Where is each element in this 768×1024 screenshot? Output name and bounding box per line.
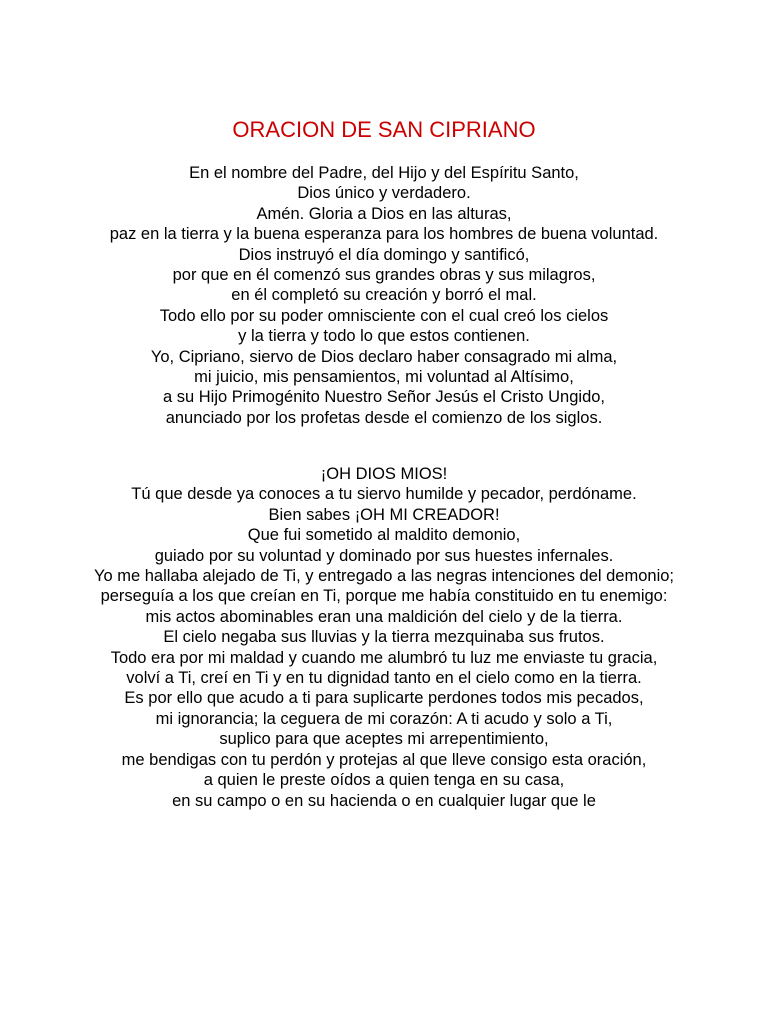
prayer-stanza-1: [60, 163, 708, 428]
text-line: Dios único y verdadero.: [297, 184, 471, 203]
text-line: Tú que desde ya conoces a tu siervo humilde y pecador, perdóname.: [131, 485, 637, 504]
text-line: guiado por su voluntad y dominado por sus huestes infernales.: [154, 546, 614, 565]
text-line: Yo, Cipriano, siervo de Dios declaro haber consagrado mi alma,: [150, 347, 618, 366]
text-line: por que en él comenzó sus grandes obras y sus milagros,: [172, 266, 596, 285]
document-title: ORACION DE SAN CIPRIANO: [232, 117, 536, 142]
text-line: Bien sabes ¡OH MI CREADOR!: [268, 505, 500, 524]
text-line: ¡OH DIOS MIOS!: [320, 465, 448, 483]
text-line: a su Hijo Primogénito Nuestro Señor Jesús el Cristo Ungido,: [162, 388, 606, 407]
text-line: El cielo negaba sus lluvias y la tierra mezquinaba sus frutos.: [163, 628, 605, 647]
text-line: Dios instruyó el día domingo y santificó,: [238, 245, 530, 264]
text-line: Que fui sometido al maldito demonio,: [247, 526, 521, 545]
text-line: mis actos abominables eran una maldición del cielo y de la tierra.: [145, 607, 623, 626]
text-line: mi ignorancia; la ceguera de mi corazón: A ti acudo y solo a Ti,: [155, 709, 613, 728]
text-line: me bendigas con tu perdón y protejas al que lleve consigo esta oración,: [121, 750, 647, 769]
text-line: y la tierra y todo lo que estos contienen.: [238, 327, 530, 346]
text-line: en él completó su creación y borró el mal.: [231, 286, 537, 305]
text-line: Todo era por mi maldad y cuando me alumbró tu luz me enviaste tu gracia,: [110, 648, 658, 667]
text-line: mi juicio, mis pensamientos, mi voluntad al Altísimo,: [194, 368, 574, 387]
text-line: Es por ello que acudo a ti para suplicarte perdones todos mis pecados,: [124, 689, 644, 708]
text-line: en su campo o en su hacienda o en cualquier lugar que le: [172, 791, 596, 810]
text-line: Yo me hallaba alejado de Ti, y entregado a las negras intenciones del demonio;: [93, 567, 675, 586]
text-line: paz en la tierra y la buena esperanza para los hombres de buena voluntad.: [109, 225, 659, 244]
text-line: Todo ello por su poder omnisciente con el cual creó los cielos: [159, 306, 609, 325]
text-line: En el nombre del Padre, del Hijo y del Espíritu Santo,: [189, 164, 579, 182]
text-line: Amén. Gloria a Dios en las alturas,: [256, 204, 512, 223]
text-line: perseguía a los que creían en Ti, porque me había constituido en tu enemigo:: [100, 587, 668, 606]
text-line: a quien le preste oídos a quien tenga en su casa,: [203, 771, 565, 790]
text-line: volví a Ti, creí en Ti y en tu dignidad tanto en el cielo como en la tierra.: [126, 669, 642, 688]
text-line: suplico para que aceptes mi arrepentimiento,: [219, 730, 549, 749]
text-line: anunciado por los profetas desde el comienzo de los siglos.: [165, 408, 603, 427]
prayer-stanza-2: [60, 464, 708, 811]
